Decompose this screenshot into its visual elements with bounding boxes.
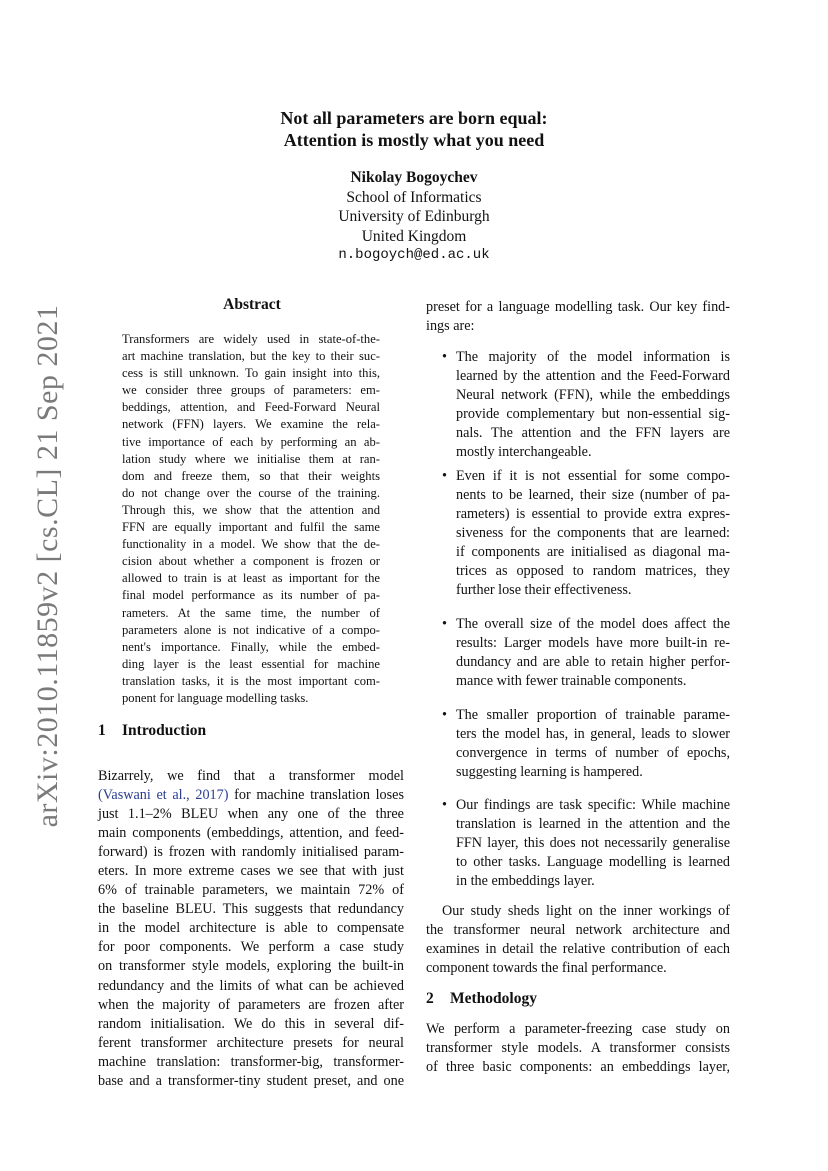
text-line: eters. In more extreme cases we see that with just bbox=[98, 863, 404, 880]
title-line-2: Attention is mostly what you need bbox=[283, 130, 545, 150]
introduction-text bbox=[98, 767, 404, 1091]
author-affiliation-3: United Kingdom bbox=[361, 227, 467, 245]
text-line: beddings, attention, and Feed-Forward Neural bbox=[122, 400, 380, 415]
text-line: on transformer style models, exploring the built-in bbox=[98, 958, 404, 975]
text-line: do not change over the course of the training. bbox=[122, 485, 380, 500]
text-line: in the embeddings layer. bbox=[456, 873, 595, 890]
text-line: The majority of the model information is bbox=[456, 349, 730, 365]
author-affiliation-1: School of Informatics bbox=[346, 188, 482, 206]
text-line: in the model architecture is able to compensate bbox=[98, 920, 404, 937]
text-line: further lose their effectiveness. bbox=[456, 582, 632, 599]
text-line: 6% of trainable parameters, we maintain 72% of bbox=[98, 882, 404, 899]
section-number: 2 bbox=[426, 990, 434, 1007]
bullet-icon: • bbox=[442, 616, 447, 632]
text-line: Even if it is not essential for some compo- bbox=[456, 468, 730, 484]
text-line: provide complementary but non-essential sig- bbox=[456, 406, 730, 423]
text-line: The smaller proportion of trainable parame- bbox=[456, 707, 730, 723]
citation-link[interactable]: (Vaswani et al., 2017) bbox=[98, 787, 229, 804]
text-line: component towards the final performance. bbox=[426, 960, 667, 977]
author-name: Nikolay Bogoychev bbox=[350, 169, 478, 186]
text-line: tive importance of each by performing an ab- bbox=[122, 434, 380, 449]
text-line: transformer style models. A transformer consists bbox=[426, 1040, 730, 1057]
text-line: Transformers are widely used in state-of-the- bbox=[122, 332, 380, 346]
author-block bbox=[0, 168, 828, 266]
section-heading-methodology bbox=[426, 990, 537, 1008]
text-line: parameters alone is not indicative of a compo- bbox=[122, 622, 380, 637]
bullet-icon: • bbox=[442, 349, 447, 365]
text-line: FFN are equally important and fulfil the same bbox=[122, 520, 380, 535]
bullet-icon: • bbox=[442, 468, 447, 484]
text-line: examines in detail the relative contribution of each bbox=[426, 941, 730, 958]
text-line: main components (embeddings, attention, and feed- bbox=[98, 825, 404, 842]
text-line: base and a transformer-tiny student preset, and one bbox=[98, 1072, 404, 1089]
abstract-heading: Abstract bbox=[223, 296, 281, 313]
text-line: just 1.1–2% BLEU when any one of the three bbox=[98, 806, 404, 823]
section-title: Introduction bbox=[122, 722, 207, 739]
key-findings-intro bbox=[426, 298, 730, 336]
text-line: The overall size of the model does affect the bbox=[456, 616, 730, 632]
text-line: forward) is frozen with randomly initialised param- bbox=[98, 844, 404, 861]
text-line: to other tasks. Language modelling is learned bbox=[456, 854, 730, 871]
text-line: ding layer is the least essential for machine bbox=[122, 656, 380, 671]
text-line: final model performance as its number of pa- bbox=[122, 588, 380, 603]
text-line: trices as opposed to random matrices, they bbox=[456, 563, 730, 580]
text-line: dundancy and are able to retain higher perfor- bbox=[456, 654, 730, 671]
list-item-text bbox=[456, 615, 730, 691]
text-line: translation tasks, it is the most important com- bbox=[122, 673, 380, 688]
text-line: rameters. At the same time, the number of bbox=[122, 605, 380, 620]
text-line: network (FFN) layers. We examine the rela- bbox=[122, 417, 380, 432]
text-line: for poor components. We perform a case study bbox=[98, 939, 404, 956]
text-line: ters the model has, in general, leads to slower bbox=[456, 726, 730, 743]
list-item-text bbox=[456, 796, 730, 891]
text-line: the baseline BLEU. This suggests that redundancy bbox=[98, 901, 404, 918]
text-line: preset for a language modelling task. Our key find- bbox=[426, 299, 730, 315]
text-line: siveness for the components that are learned: bbox=[456, 525, 730, 542]
text-line: cess is still unknown. To gain insight into this, bbox=[122, 366, 380, 381]
text-line: allowed to train is at least as important for the bbox=[122, 571, 380, 586]
text-line: rameters) is essential to provide extra expres- bbox=[456, 506, 730, 523]
bullet-icon: • bbox=[442, 707, 447, 723]
text-line: the transformer neural network architecture and bbox=[426, 922, 730, 939]
text-line: random initialisation. We do this in several dif- bbox=[98, 1015, 404, 1032]
text-line bbox=[98, 786, 404, 805]
text-line: machine translation: transformer-big, transformer- bbox=[98, 1053, 404, 1070]
text-line: nents to be learned, their size (number of pa- bbox=[456, 487, 730, 504]
text-line: we consider three groups of parameters: em- bbox=[122, 383, 380, 398]
text-line: Our study sheds light on the inner workings of bbox=[442, 903, 730, 919]
arxiv-stamp-text: arXiv:2010.11859v2 [cs.CL] 21 Sep 2021 bbox=[31, 304, 64, 828]
bullet-icon: • bbox=[442, 797, 447, 813]
text-line: of three basic components: an embeddings layer, bbox=[426, 1059, 730, 1076]
abstract-text bbox=[122, 331, 380, 707]
list-item-text bbox=[456, 467, 730, 600]
closing-paragraph bbox=[426, 902, 730, 978]
text-line: when the majority of parameters are frozen after bbox=[98, 996, 404, 1013]
text-line: nent's importance. Finally, while the embed- bbox=[122, 639, 380, 654]
title-line-1: Not all parameters are born equal: bbox=[280, 108, 548, 128]
text-line: suggesting learning is hampered. bbox=[456, 764, 643, 781]
text-line: dom and freeze them, so that their weights bbox=[122, 468, 380, 483]
text-line: We perform a parameter-freezing case study on bbox=[426, 1021, 730, 1037]
paper-title bbox=[0, 107, 828, 151]
author-email: n.bogoych@ed.ac.uk bbox=[338, 247, 490, 263]
text-line: if components are initialised as diagonal ma- bbox=[456, 544, 730, 561]
text-line: Bizarrely, we find that a transformer model bbox=[98, 768, 404, 784]
text-line: mostly interchangeable. bbox=[456, 444, 592, 461]
text-line: nals. The attention and the FFN layers are bbox=[456, 425, 730, 442]
text-line: ponent for language modelling tasks. bbox=[122, 690, 309, 705]
methodology-text bbox=[426, 1020, 730, 1077]
text-line: translation is learned in the attention and the bbox=[456, 816, 730, 833]
text-line: convergence in terms of number of epochs, bbox=[456, 745, 730, 762]
text-line: Neural network (FFN), while the embeddings bbox=[456, 387, 730, 404]
text-line: art machine translation, but the key to their suc- bbox=[122, 349, 380, 364]
text-fragment: for machine translation loses bbox=[228, 787, 404, 804]
list-item-text bbox=[456, 348, 730, 462]
text-line: mance with fewer trainable components. bbox=[456, 673, 687, 690]
text-line: Through this, we show that the attention and bbox=[122, 502, 380, 517]
section-title: Methodology bbox=[450, 990, 537, 1007]
list-item-text bbox=[456, 706, 730, 782]
section-number: 1 bbox=[98, 722, 106, 739]
text-line: FFN layer, this does not necessarily generalise bbox=[456, 835, 730, 852]
text-line: functionality in a model. We show that the de- bbox=[122, 537, 380, 552]
text-line: lation study where we initialise them at ran- bbox=[122, 451, 380, 466]
text-line: Our findings are task specific: While machine bbox=[456, 797, 730, 813]
section-heading-introduction bbox=[98, 722, 206, 740]
text-line: ings are: bbox=[426, 318, 475, 335]
text-line: results: Larger models have more built-in re- bbox=[456, 635, 730, 652]
text-line: redundancy and the limits of what can be achieved bbox=[98, 977, 404, 994]
text-line: ferent transformer architecture presets for neural bbox=[98, 1034, 404, 1051]
author-affiliation-2: University of Edinburgh bbox=[338, 208, 490, 225]
text-line: cision about whether a component is frozen or bbox=[122, 554, 380, 569]
text-line: learned by the attention and the Feed-Forward bbox=[456, 368, 730, 385]
